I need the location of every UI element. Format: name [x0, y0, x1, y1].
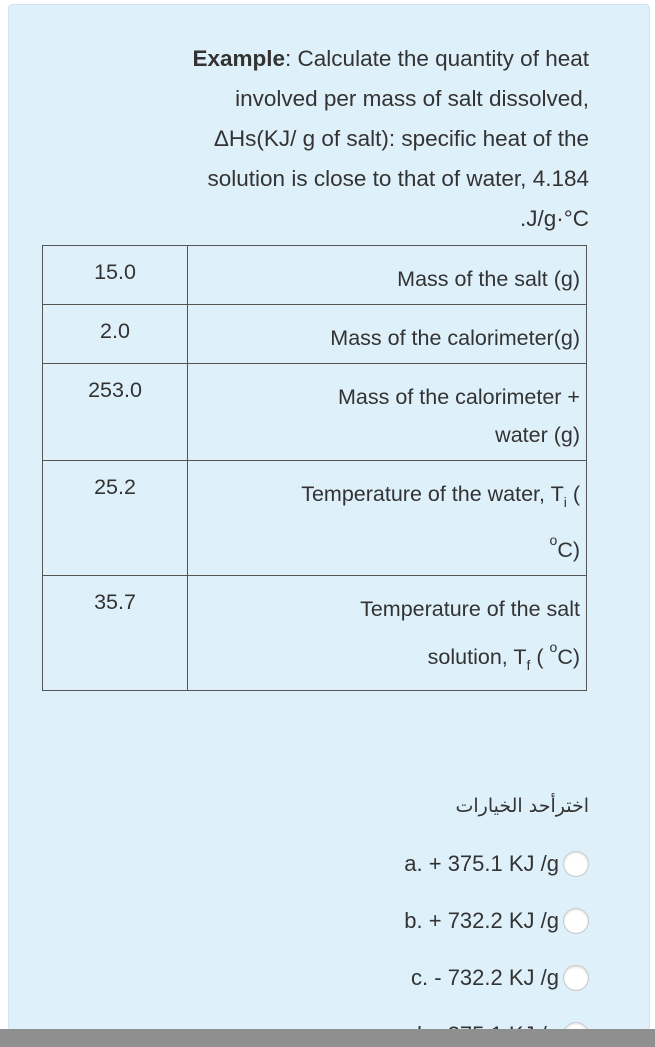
table-row [43, 305, 587, 364]
question-card [8, 4, 650, 1047]
table-row [43, 246, 587, 305]
table-value: 15.0 [43, 246, 188, 305]
answer-options [189, 835, 589, 1047]
table-label: Temperature of the water, $T_i$ ( $^o$C) [188, 461, 587, 576]
table-row [43, 461, 587, 576]
question-line-3: ΔHs(KJ/ g of salt): specific heat of the [213, 126, 589, 151]
table-value: 253.0 [43, 364, 188, 461]
table-label: Mass of the salt (g) [188, 246, 587, 305]
table-value: 25.2 [43, 461, 188, 576]
table-row [43, 364, 587, 461]
question-line-1: Example: Calculate the quantity of heat [192, 46, 589, 71]
option-label: b. + 732.2 KJ /g [404, 907, 559, 933]
option-c[interactable] [189, 949, 589, 1006]
option-c-radio[interactable] [563, 965, 589, 991]
table-value: 2.0 [43, 305, 188, 364]
table-label: Mass of the calorimeter(g) [188, 305, 587, 364]
question-text [99, 39, 589, 239]
option-a[interactable] [189, 835, 589, 892]
option-a-radio[interactable] [563, 851, 589, 877]
option-label: c. - 732.2 KJ /g [411, 964, 559, 990]
option-b[interactable] [189, 892, 589, 949]
choose-one-prompt: اخترأحد الخيارات [455, 795, 589, 817]
data-table [42, 245, 587, 691]
table-label: Temperature of the salt solution, $T_f$ ( $^o$C) [188, 576, 587, 691]
question-line-4: solution is close to that of water, 4.184 [207, 166, 589, 191]
question-line-2: involved per mass of salt dissolved, [235, 86, 589, 111]
table-row [43, 576, 587, 691]
option-label: a. + 375.1 KJ /g [404, 850, 559, 876]
question-lead: Example [192, 46, 286, 71]
option-b-radio[interactable] [563, 908, 589, 934]
bottom-bar [0, 1029, 655, 1047]
table-label: Mass of the calorimeter + water (g) [188, 364, 587, 461]
question-line-5: .J/g·°C [519, 206, 589, 231]
table-value: 35.7 [43, 576, 188, 691]
